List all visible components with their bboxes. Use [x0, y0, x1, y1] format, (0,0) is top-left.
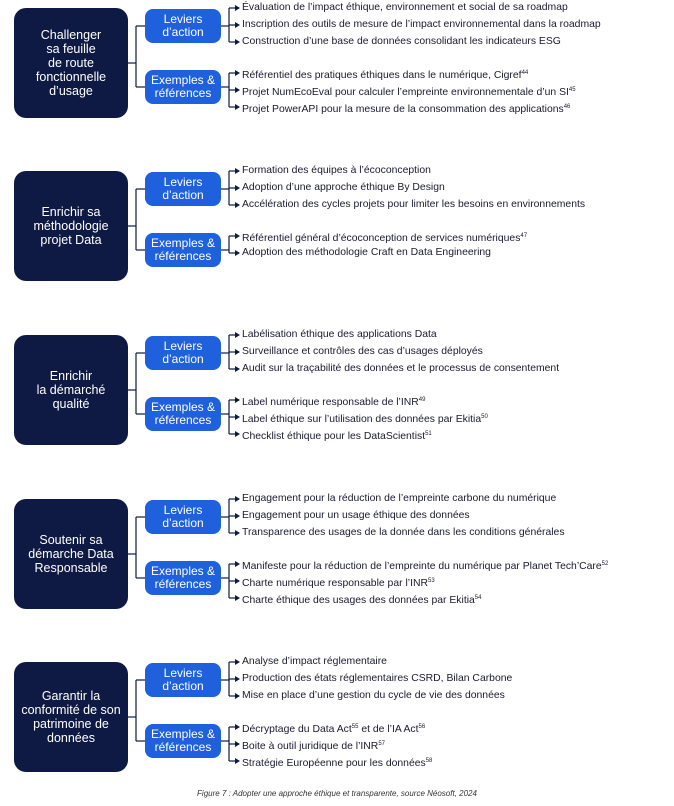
lever-item: [242, 19, 601, 31]
arrow-head: [235, 250, 240, 256]
example-item-text: Boite à outil juridique de l’INR: [242, 741, 379, 752]
lever-item-text: Évaluation de l’impact éthique, environnement et social de sa roadmap: [242, 2, 568, 13]
example-item-text: Projet PowerAPI pour la mesure de la consommation des applications: [242, 104, 564, 115]
lever-item-text: Accélération des cycles projets pour limiter les besoins en environnements: [242, 199, 586, 210]
levers-pill: Leviers d’action: [145, 336, 221, 370]
footnote-ref: 46: [563, 104, 571, 110]
arrow-head: [235, 39, 240, 45]
example-item: [242, 101, 570, 116]
lever-item: [242, 165, 431, 177]
footnote-ref: 47: [520, 233, 528, 239]
examples-pill: Exemples & références: [145, 70, 221, 104]
example-item-text: Référentiel général d’écoconception de services numériques: [242, 233, 521, 244]
arrow-head: [235, 22, 240, 28]
lever-item-text: Engagement pour la réduction de l’empreinte carbone du numérique: [242, 493, 557, 504]
footnote-ref: 52: [601, 561, 609, 567]
section-title-box: Enrichir la démarché qualité: [14, 335, 128, 445]
arrow-head: [235, 104, 240, 110]
lever-item-text: Production des états réglementaires CSRD, Bilan Carbone: [242, 673, 513, 684]
lever-item-text: Mise en place d’une gestion du cycle de vie des données: [242, 690, 505, 701]
example-item: [242, 592, 481, 607]
arrow-head: [235, 87, 240, 93]
arrow-head: [235, 595, 240, 601]
section: [0, 656, 674, 802]
lever-item-text: Engagement pour un usage éthique des données: [242, 510, 470, 521]
arrow-head: [235, 724, 240, 730]
arrow-head: [235, 70, 240, 76]
lever-item-text: Transparence des usages de la donnée dans les conditions générales: [242, 527, 565, 538]
section: [0, 493, 674, 639]
example-item-text: Checklist éthique pour les DataScientist: [242, 431, 426, 442]
example-item-text: Stratégie Européenne pour les données: [242, 758, 426, 769]
example-item-text: Manifeste pour la réduction de l’empreinte du numérique par Planet Tech’Care: [242, 561, 602, 572]
footnote-ref: 58: [425, 758, 433, 764]
arrow-head: [235, 431, 240, 437]
lever-item-text: Adoption d’une approche éthique By Design: [242, 182, 445, 193]
example-item: [242, 230, 527, 245]
lever-item-text: Labélisation éthique des applications Data: [242, 329, 437, 340]
footnote-ref: 56: [418, 724, 426, 730]
arrow-head: [235, 530, 240, 536]
section: [0, 165, 674, 311]
arrow-head: [235, 578, 240, 584]
lever-item: [242, 510, 470, 522]
examples-pill: Exemples & références: [145, 561, 221, 595]
example-item-text: Décryptage du Data Act: [242, 724, 352, 735]
lever-item-text: Surveillance et contrôles des cas d’usages déployés: [242, 346, 483, 357]
footnote-ref: 55: [351, 724, 359, 730]
example-item: [242, 247, 491, 259]
example-item-text: Projet NumEcoEval pour calculer l’empreinte environnementale d’un SI: [242, 87, 569, 98]
lever-item-text: Formation des équipes à l’écoconception: [242, 165, 431, 176]
lever-item-text: Inscription des outils de mesure de l’impact environnemental dans la roadmap: [242, 19, 601, 30]
lever-item: [242, 527, 565, 539]
lever-item: [242, 199, 585, 211]
levers-pill: Leviers d’action: [145, 9, 221, 43]
section-title-box: Challenger sa feuille de route fonctionnelle d’usage: [14, 8, 128, 118]
arrow-head: [235, 397, 240, 403]
footnote-ref: 44: [521, 70, 529, 76]
section-title-box: Soutenir sa démarche Data Responsable: [14, 499, 128, 609]
footnote-ref: 53: [427, 578, 435, 584]
lever-item: [242, 329, 437, 341]
lever-item-text: Audit sur la traçabilité des données et le processus de consentement: [242, 363, 560, 374]
lever-item: [242, 36, 561, 48]
footnote-ref: 57: [378, 741, 385, 747]
lever-item: [242, 673, 512, 685]
arrow-head: [235, 496, 240, 502]
section-title-box: Garantir la conformité de son patrimoine de données: [14, 662, 128, 772]
arrow-head: [235, 349, 240, 355]
arrow-head: [235, 758, 240, 764]
arrow-head: [235, 185, 240, 191]
example-item: [242, 67, 528, 82]
example-item-text: Charte numérique responsable par l’INR: [242, 578, 428, 589]
footnote-ref: 51: [425, 431, 432, 437]
lever-item: [242, 2, 568, 14]
arrow-head: [235, 366, 240, 372]
footnote-ref: 54: [474, 595, 482, 601]
levers-pill: Leviers d’action: [145, 663, 221, 697]
lever-item: [242, 493, 556, 505]
example-item: [242, 428, 432, 443]
levers-pill: Leviers d’action: [145, 500, 221, 534]
example-item: [242, 411, 488, 426]
levers-pill: Leviers d’action: [145, 172, 221, 206]
example-item: [242, 558, 608, 573]
arrow-head: [235, 168, 240, 174]
arrow-head: [235, 233, 240, 239]
lever-item-text: Construction d’une base de données consolidant les indicateurs ESG: [242, 36, 561, 47]
lever-item: [242, 656, 387, 668]
example-item-text: et de l’IA Act: [358, 724, 419, 735]
section-title-box: Enrichir sa méthodologie projet Data: [14, 171, 128, 281]
lever-item: [242, 182, 445, 194]
example-item: [242, 738, 385, 753]
example-item: [242, 575, 435, 590]
example-item-text: Charte éthique des usages des données par Ekitia: [242, 595, 475, 606]
arrow-head: [235, 676, 240, 682]
arrow-head: [235, 414, 240, 420]
lever-item: [242, 690, 505, 702]
example-item: [242, 394, 425, 409]
example-item-text: Référentiel des pratiques éthiques dans le numérique, Cigref: [242, 70, 522, 81]
arrow-head: [235, 659, 240, 665]
arrow-head: [235, 332, 240, 338]
example-item: [242, 755, 432, 770]
figure-caption: Figure 7 : Adopter une approche éthique et transparente, source Néosoft, 2024: [197, 789, 477, 798]
lever-item: [242, 346, 483, 358]
arrow-head: [235, 693, 240, 699]
lever-item: [242, 363, 559, 375]
arrow-head: [235, 741, 240, 747]
arrow-head: [235, 202, 240, 208]
example-item: [242, 721, 425, 736]
arrow-head: [235, 5, 240, 11]
example-item-text: Adoption des méthodologie Craft en Data Engineering: [242, 247, 491, 258]
lever-item-text: Analyse d’impact réglementaire: [242, 656, 387, 667]
examples-pill: Exemples & références: [145, 233, 221, 267]
section: [0, 2, 674, 148]
arrow-head: [235, 513, 240, 519]
example-item-text: Label numérique responsable de l’INR: [242, 397, 419, 408]
footnote-ref: 50: [481, 414, 488, 420]
example-item-text: Label éthique sur l’utilisation des données par Ekitia: [242, 414, 482, 425]
example-item: [242, 84, 576, 99]
section: [0, 329, 674, 475]
footnote-ref: 45: [568, 87, 576, 93]
arrow-head: [235, 561, 240, 567]
examples-pill: Exemples & références: [145, 397, 221, 431]
examples-pill: Exemples & références: [145, 724, 221, 758]
footnote-ref: 49: [418, 397, 426, 403]
